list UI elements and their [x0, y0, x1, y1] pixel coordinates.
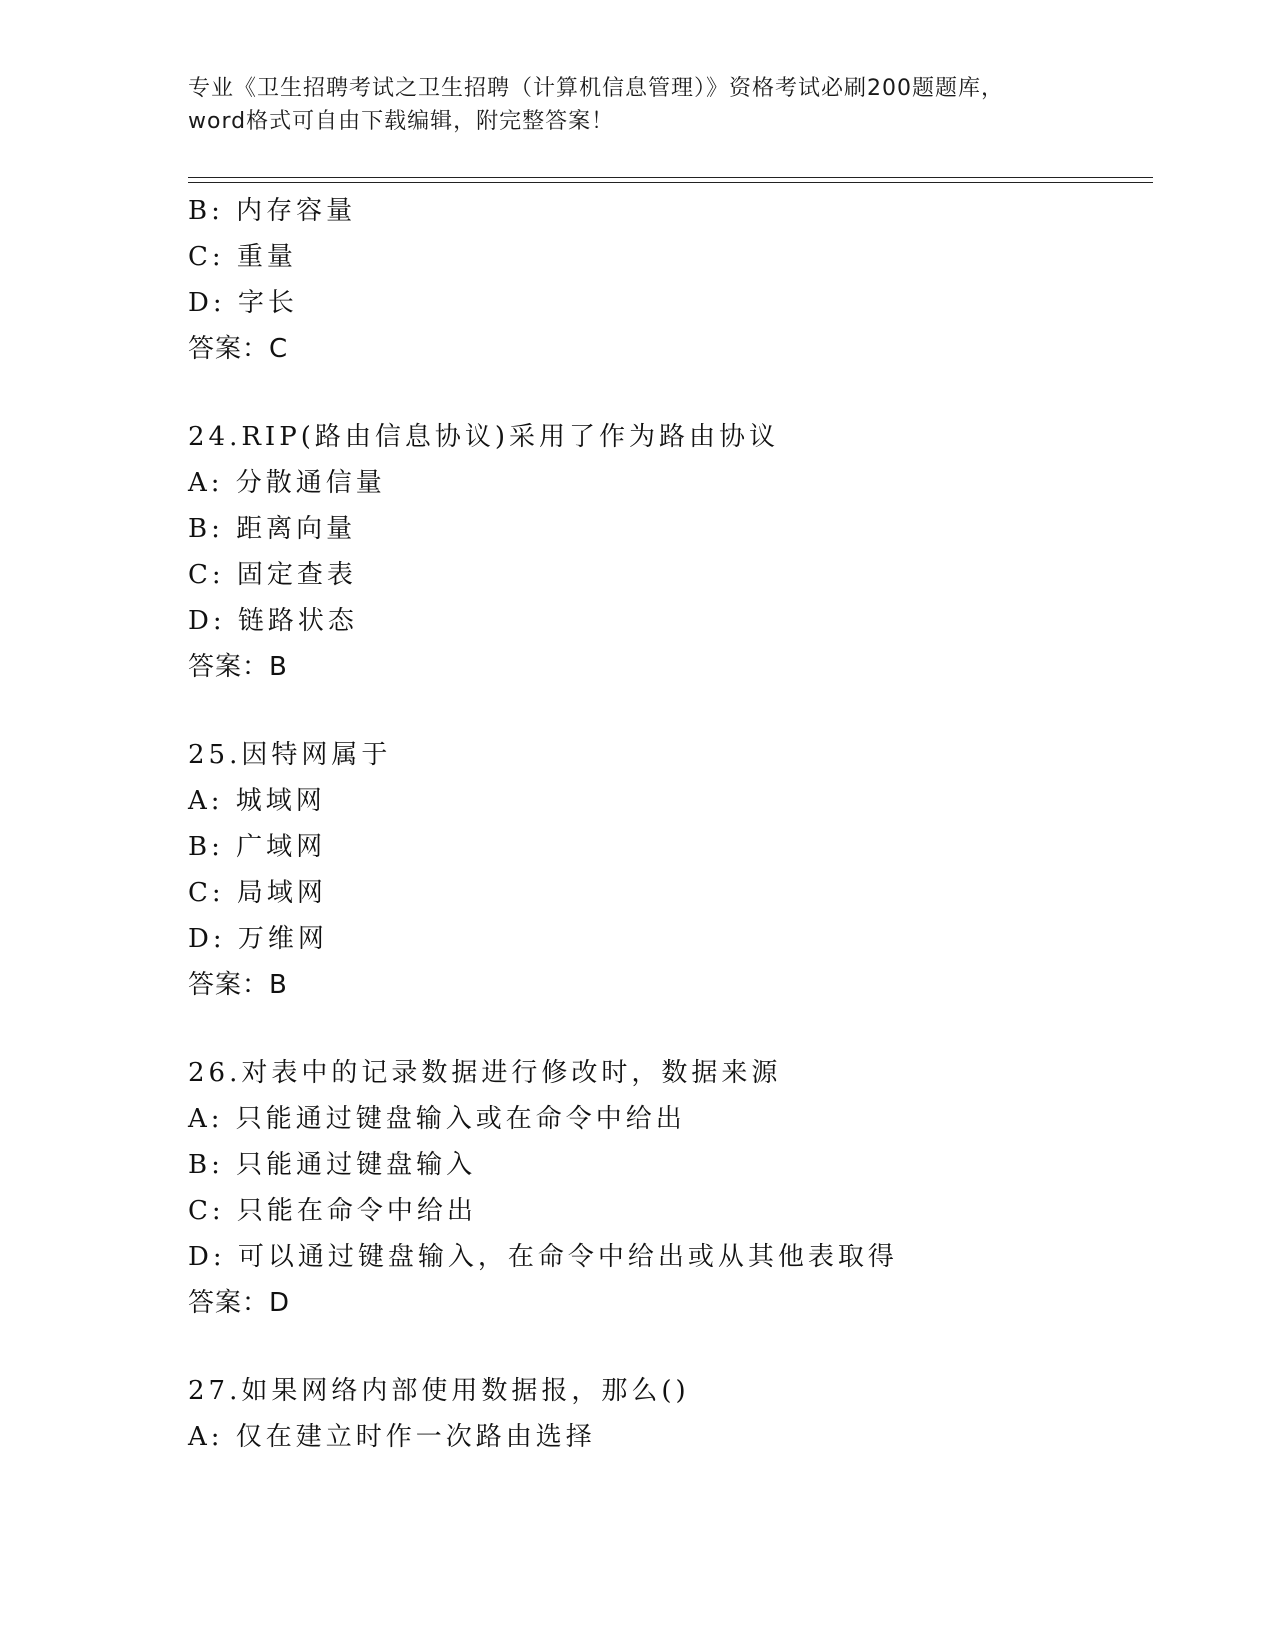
option-d: D: 链路状态	[188, 606, 358, 636]
answer-line: 答案：C	[188, 334, 289, 364]
question-text: 27.如果网络内部使用数据报，那么()	[188, 1376, 690, 1406]
question-text: 25.因特网属于	[188, 740, 392, 770]
option-a: A: 分散通信量	[188, 468, 386, 498]
option-c: C: 只能在命令中给出	[188, 1196, 477, 1226]
spacer	[188, 372, 1148, 414]
option-a: A: 只能通过键盘输入或在命令中给出	[188, 1104, 686, 1134]
question-block-23	[188, 188, 1148, 372]
option-b: B: 只能通过键盘输入	[188, 1150, 477, 1180]
header-rule-top	[188, 177, 1153, 178]
option-d: D: 字长	[188, 288, 298, 318]
option-b: B: 距离向量	[188, 514, 357, 544]
answer-line: 答案：B	[188, 652, 288, 682]
header-title-line-2: word格式可自由下载编辑，附完整答案！	[188, 109, 615, 134]
option-d: D: 万维网	[188, 924, 328, 954]
option-b: B: 内存容量	[188, 196, 357, 226]
question-block-25	[188, 732, 1148, 1008]
option-c: C: 固定查表	[188, 560, 357, 590]
spacer	[188, 690, 1148, 732]
document-header	[188, 72, 1088, 138]
option-a: A: 仅在建立时作一次路由选择	[188, 1422, 596, 1452]
spacer	[188, 1326, 1148, 1368]
option-d: D: 可以通过键盘输入，在命令中给出或从其他表取得	[188, 1242, 898, 1272]
question-block-24	[188, 414, 1148, 690]
question-block-27	[188, 1368, 1148, 1460]
question-text: 26.对表中的记录数据进行修改时，数据来源	[188, 1058, 782, 1088]
option-c: C: 重量	[188, 242, 297, 272]
option-c: C: 局域网	[188, 878, 327, 908]
spacer	[188, 1008, 1148, 1050]
question-list	[188, 188, 1148, 1460]
question-text: 24.RIP(路由信息协议)采用了作为路由协议	[188, 422, 779, 452]
header-title-line-1: 专业《卫生招聘考试之卫生招聘（计算机信息管理）》资格考试必刷200题题库，	[188, 76, 1004, 101]
answer-line: 答案：D	[188, 1288, 291, 1318]
option-a: A: 城域网	[188, 786, 326, 816]
answer-line: 答案：B	[188, 970, 288, 1000]
question-block-26	[188, 1050, 1148, 1326]
option-b: B: 广域网	[188, 832, 327, 862]
header-rule-bottom	[188, 182, 1153, 183]
